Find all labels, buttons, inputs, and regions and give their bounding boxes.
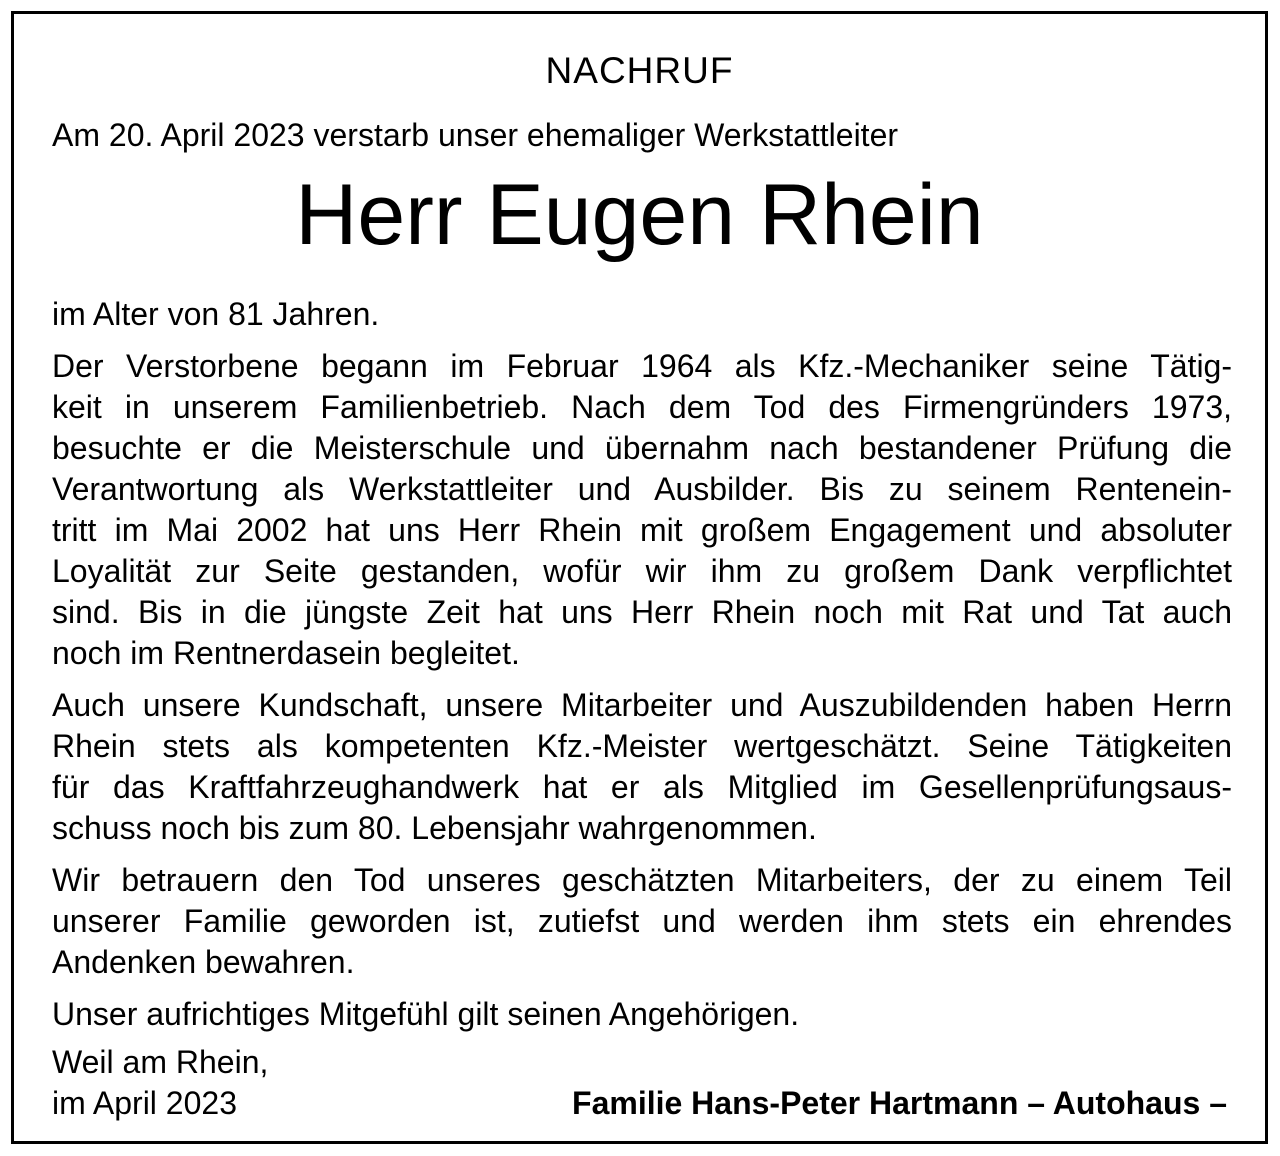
intro-text: Am 20. April 2023 verstarb unser ehemaliger Werkstattleiter bbox=[52, 117, 899, 153]
obituary-notice bbox=[11, 11, 1268, 1144]
paragraph-mourning bbox=[52, 860, 1232, 983]
text-line: Verantwortung als Werkstattleiter und Ausbilder. Bis zu seinem Rentenein- bbox=[52, 471, 1232, 507]
text-line: schuss noch bis zum 80. Lebensjahr wahrgenommen. bbox=[52, 810, 817, 846]
notice-footer bbox=[52, 1042, 1227, 1124]
date-line: im April 2023 bbox=[52, 1085, 237, 1121]
deceased-name: Herr Eugen Rhein bbox=[295, 167, 984, 263]
text-line: keit in unserem Familienbetrieb. Nach dem Tod des Firmengründers 1973, bbox=[52, 389, 1232, 425]
text-line: Andenken bewahren. bbox=[52, 944, 355, 980]
text-line: Der Verstorbene begann im Februar 1964 als Kfz.-Mechaniker seine Tätig- bbox=[52, 348, 1232, 384]
text-line: noch im Rentnerdasein begleitet. bbox=[52, 635, 520, 671]
text-line: tritt im Mai 2002 hat uns Herr Rhein mit großem Engagement und absoluter bbox=[52, 512, 1232, 548]
paragraph-customers bbox=[52, 685, 1232, 849]
text-line: Loyalität zur Seite gestanden, wofür wir ihm zu großem Dank verpflichtet bbox=[52, 553, 1232, 589]
notice-heading: NACHRUF bbox=[545, 50, 734, 91]
condolence-line: Unser aufrichtiges Mitgefühl gilt seinen Angehörigen. bbox=[52, 996, 800, 1032]
text-line: Wir betrauern den Tod unseres geschätzten Mitarbeiters, der zu einem Teil bbox=[52, 862, 1232, 898]
text-line: für das Kraftfahrzeughandwerk hat er als Mitglied im Gesellenprüfungsaus- bbox=[52, 769, 1232, 805]
age-line: im Alter von 81 Jahren. bbox=[52, 296, 380, 332]
text-line: unserer Familie geworden ist, zutiefst und werden ihm stets ein ehrendes bbox=[52, 903, 1232, 939]
text-line: Auch unsere Kundschaft, unsere Mitarbeiter und Auszubildenden haben Herrn bbox=[52, 687, 1232, 723]
paragraph-career bbox=[52, 346, 1232, 674]
signature-line: Familie Hans-Peter Hartmann – Autohaus – bbox=[572, 1085, 1227, 1121]
place-line: Weil am Rhein, bbox=[52, 1044, 269, 1080]
notice-body bbox=[52, 294, 1232, 1035]
text-line: Rhein stets als kompetenten Kfz.-Meister wertgeschätzt. Seine Tätigkeiten bbox=[52, 728, 1232, 764]
text-line: sind. Bis in die jüngste Zeit hat uns Herr Rhein noch mit Rat und Tat auch bbox=[52, 594, 1232, 630]
text-line: besuchte er die Meisterschule und übernahm nach bestandener Prüfung die bbox=[52, 430, 1232, 466]
